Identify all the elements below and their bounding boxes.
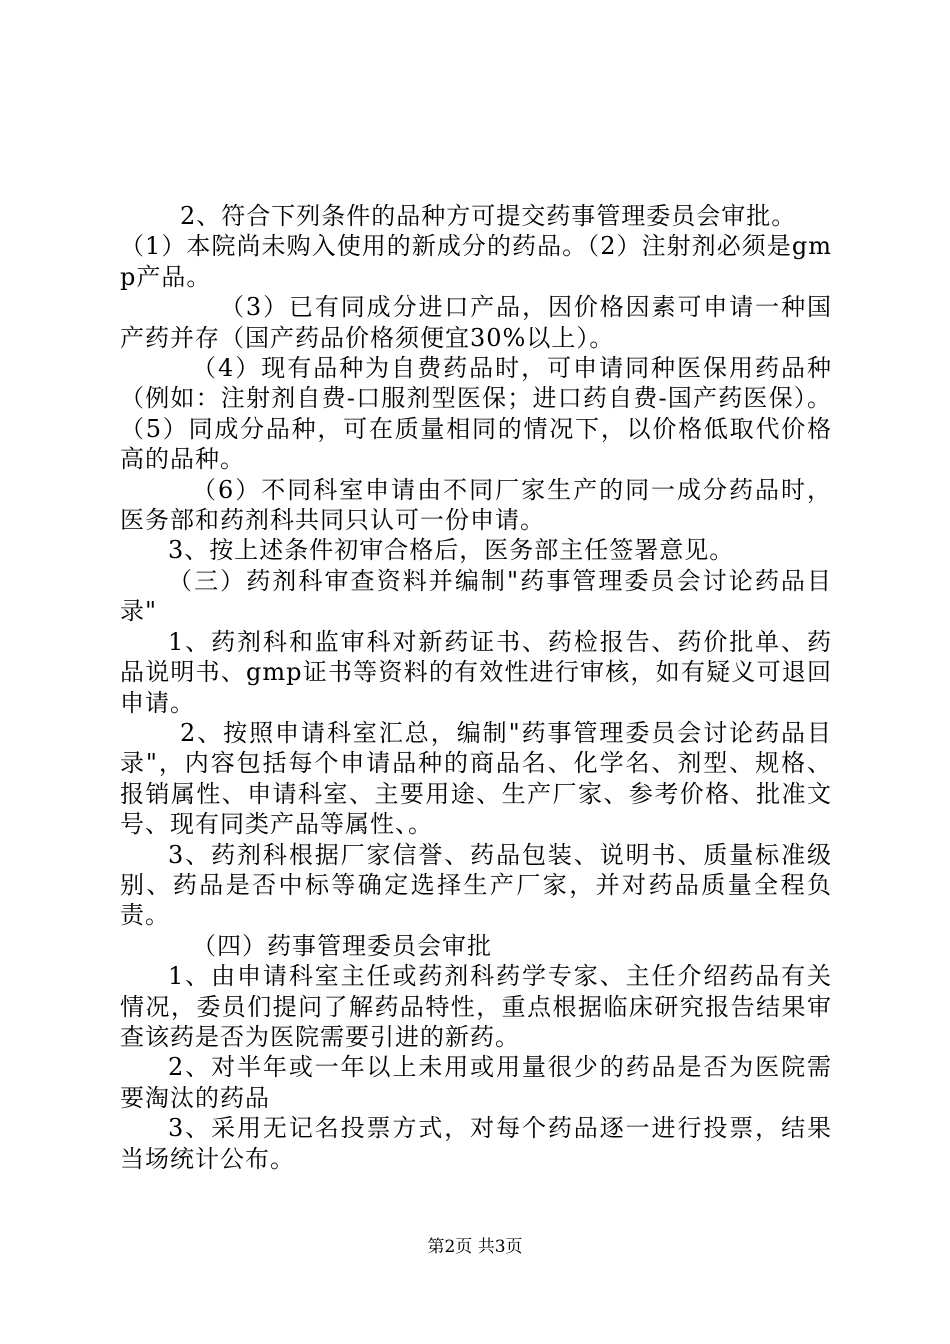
paragraph-item-2-conditions: 2、符合下列条件的品种方可提交药事管理委员会审批。 — [180, 202, 797, 230]
page-number-label: 第2页 共3页 — [427, 1237, 523, 1257]
paragraph-condition-1-2: （1）本院尚未购入使用的新成分的药品。（2）注射剂必须是gmp产品。 — [120, 232, 832, 291]
section-heading-3: （三）药剂科审查资料并编制"药事管理委员会讨论药品目录" — [120, 566, 832, 626]
paragraph-section3-item-1: 1、药剂科和监审科对新药证书、药检报告、药价批单、药品说明书、gmp证书等资料的有效性进行审核，如有疑义可退回申请。 — [120, 627, 832, 717]
paragraph-condition-4-5: （4）现有品种为自费药品时，可申请同种医保用药品种（例如：注射剂自费-口服剂型医保；进口药自费-国产药医保）。（5）同成分品种，可在质量相同的情况下，以价格低取代价格高的品种。 — [120, 354, 832, 474]
paragraph-section4-item-3: 3、采用无记名投票方式，对每个药品逐一进行投票，结果当场统计公布。 — [120, 1114, 832, 1173]
paragraph-condition-3: （3）已有同成分进口产品，因价格因素可申请一种国产药并存（国产药品价格须便宜30%以上）。 — [120, 293, 832, 352]
paragraph-section4-item-2: 2、对半年或一年以上未用或用量很少的药品是否为医院需要淘汰的药品 — [120, 1053, 832, 1112]
paragraph-item-3-review: 3、按上述条件初审合格后，医务部主任签署意见。 — [168, 536, 735, 565]
section-heading-4: （四）药事管理委员会审批 — [192, 931, 492, 960]
paragraph-section3-item-3: 3、药剂科根据厂家信誉、药品包装、说明书、质量标准级别、药品是否中标等确定选择生产厂家，并对药品质量全程负责。 — [120, 840, 832, 930]
paragraph-section3-item-2: 2、按照申请科室汇总，编制"药事管理委员会讨论药品目录"，内容包括每个申请品种的商品名、化学名、剂型、规格、报销属性、申请科室、主要用途、生产厂家、参考价格、批准文号、现有同类产品等属性、。 — [120, 718, 832, 839]
page-footer — [0, 1232, 950, 1257]
document-body — [120, 201, 832, 1174]
paragraph-condition-6: （6）不同科室申请由不同厂家生产的同一成分药品时，医务部和药剂科共同只认可一份申请。 — [120, 475, 832, 535]
paragraph-section4-item-1: 1、由申请科室主任或药剂科药学专家、主任介绍药品有关情况，委员们提问了解药品特性，重点根据临床研究报告结果审查该药是否为医院需要引进的新药。 — [120, 962, 832, 1051]
